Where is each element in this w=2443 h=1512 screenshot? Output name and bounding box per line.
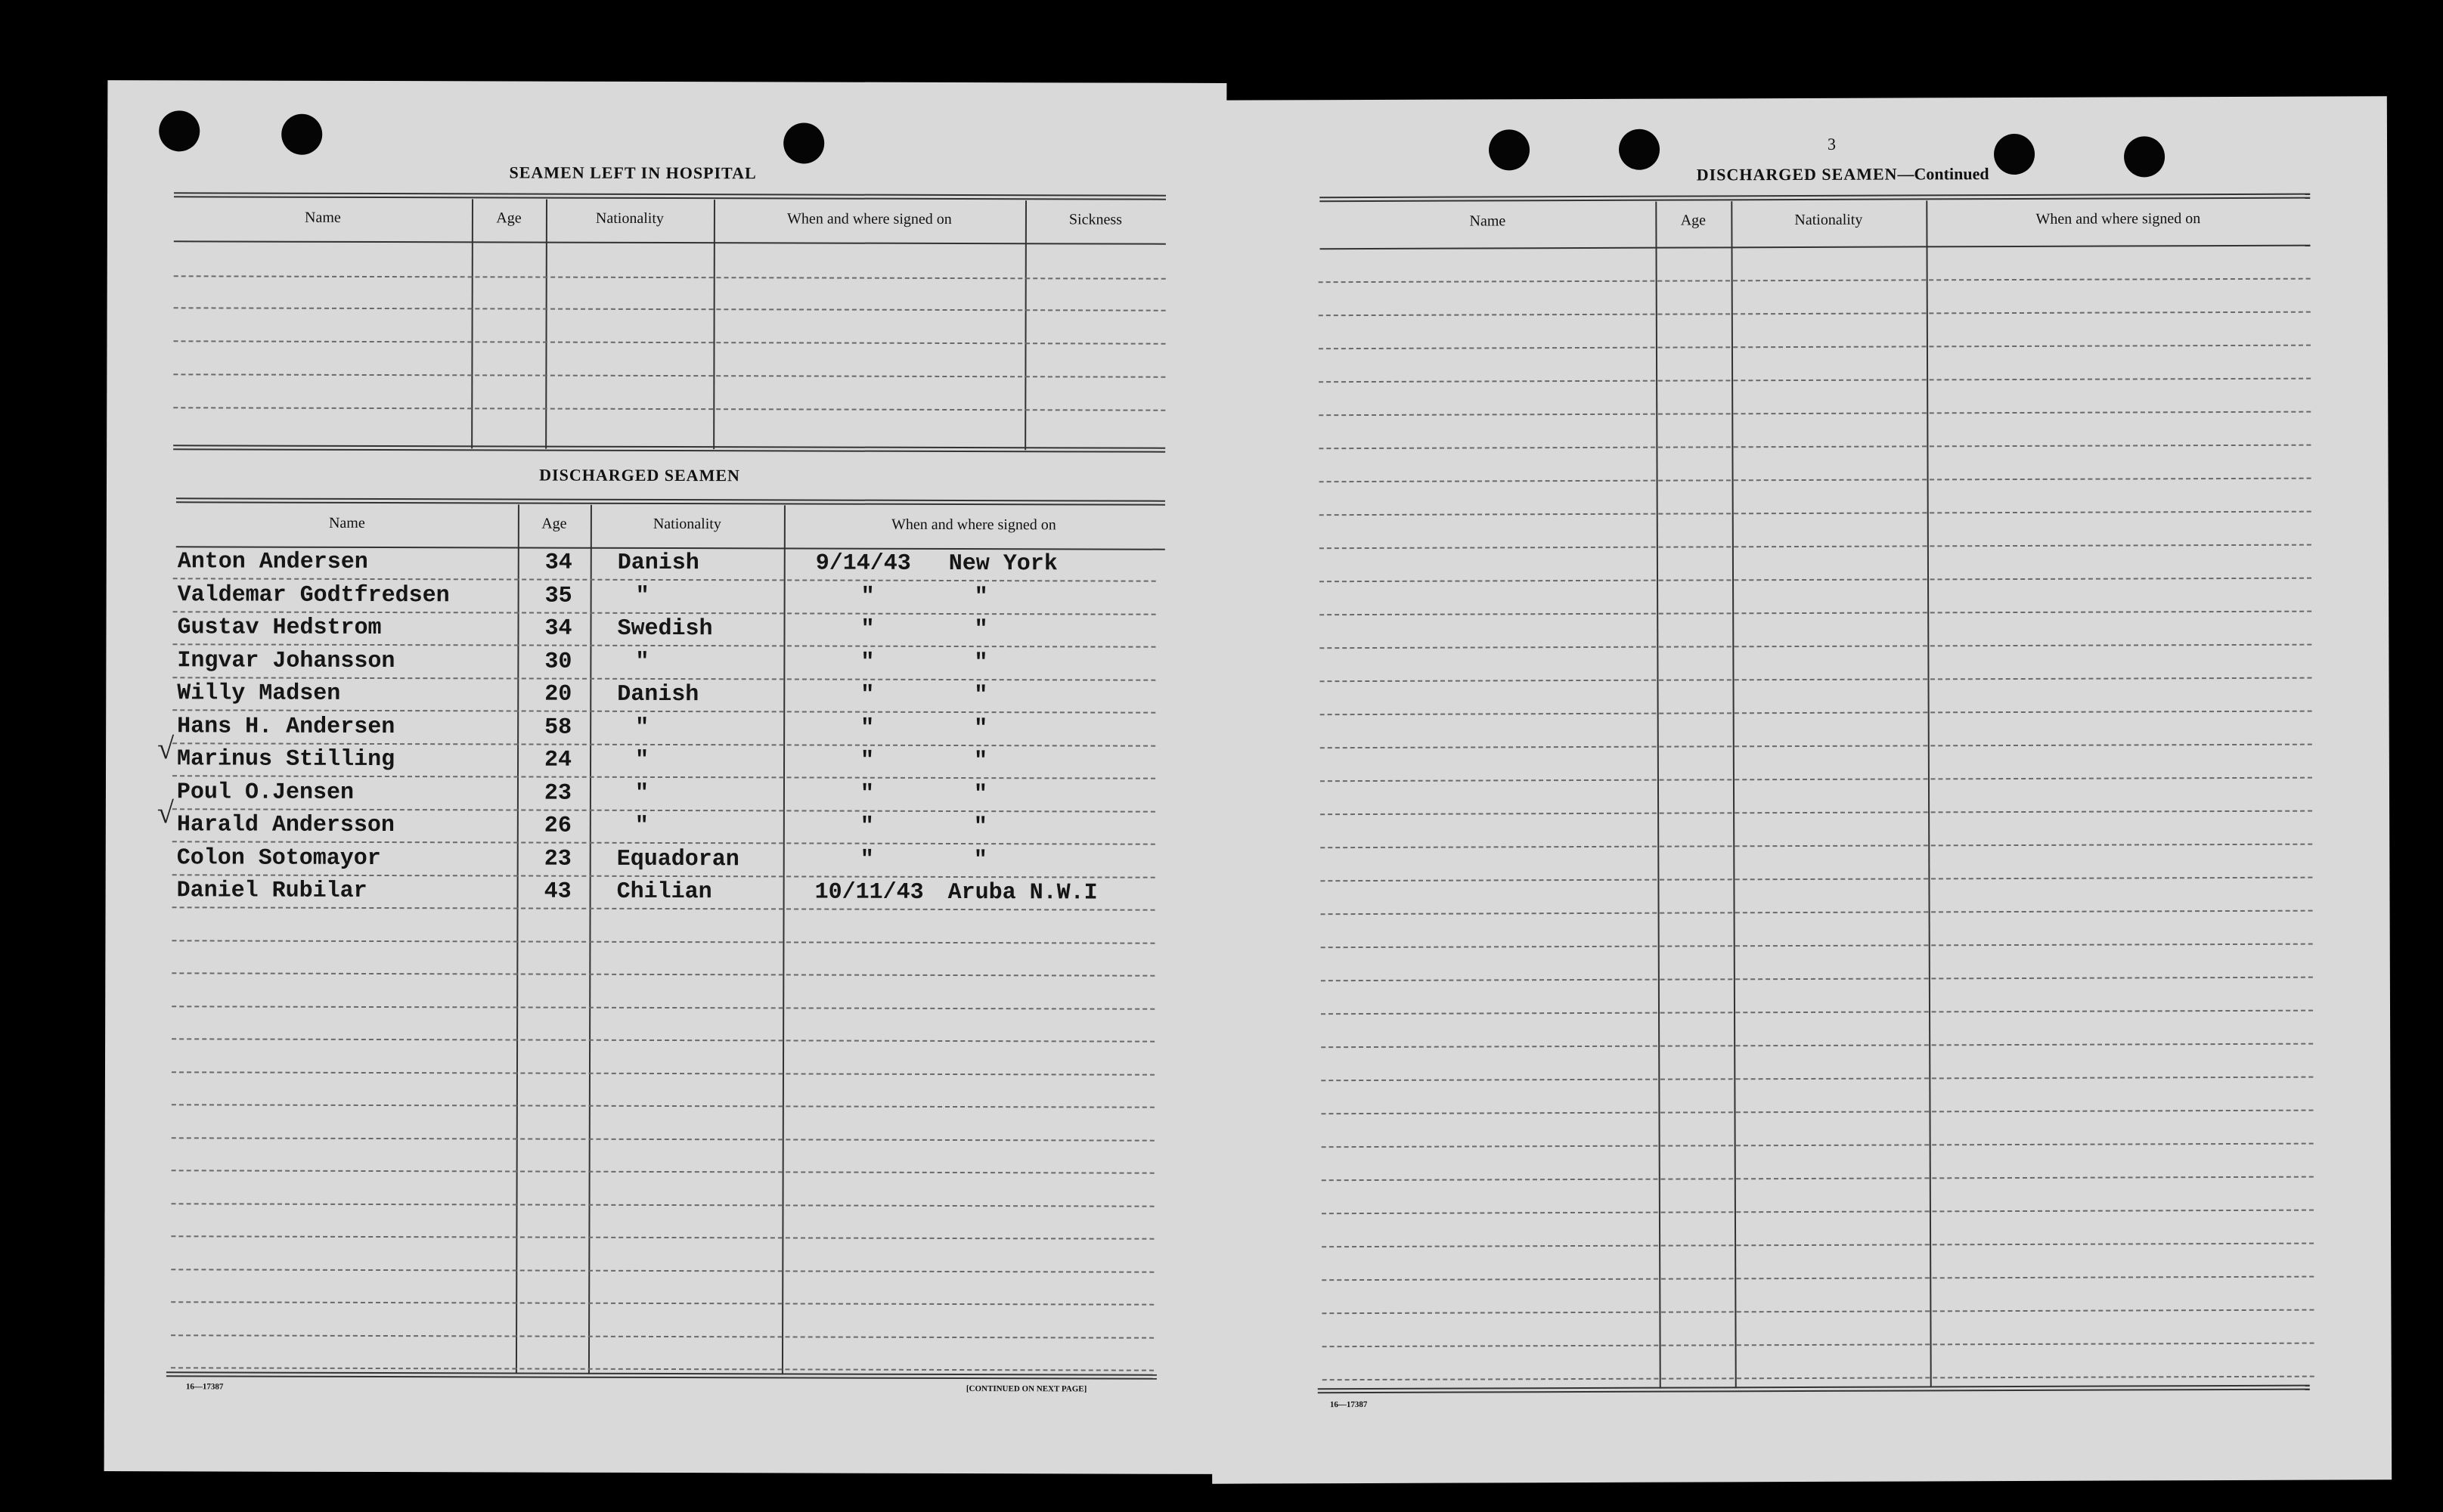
cell-place: " [973, 781, 988, 807]
cell-name: Ingvar Johansson [177, 647, 395, 674]
row-line [173, 611, 1156, 615]
row-line [172, 906, 1155, 910]
cell-date: 10/11/43 [814, 879, 924, 906]
hospital-header-name: Name [305, 209, 341, 226]
row-line [1321, 943, 2313, 949]
row-line [1319, 611, 2311, 616]
hospital-header-sickness: Sickness [1068, 211, 1122, 228]
cell-date: " [860, 649, 875, 676]
continued-note: [CONTINUED ON NEXT PAGE] [966, 1384, 1087, 1394]
cell-place: " [974, 584, 988, 610]
cell-nationality: " [635, 714, 650, 741]
row-line [173, 578, 1156, 581]
continued-section-title [1540, 163, 2145, 185]
row-line [1319, 345, 2311, 350]
row-line [171, 1269, 1154, 1272]
row-line [1319, 677, 2311, 683]
row-line [1322, 1276, 2314, 1281]
right-page [1208, 96, 2392, 1483]
cell-date: " [860, 616, 875, 643]
cell-date: " [860, 813, 874, 840]
cell-age: 26 [544, 813, 572, 839]
cell-nationality: " [635, 649, 650, 675]
discharged-section-title: DISCHARGED SEAMEN [539, 465, 740, 485]
discharged-header-signed-on: When and where signed on [891, 516, 1056, 534]
cell-name: Hans H. Andersen [177, 713, 395, 740]
cell-name: Valdemar Godtfredsen [177, 581, 450, 609]
cell-date: 9/14/43 [815, 550, 911, 577]
row-line [172, 775, 1155, 779]
cell-name: Colon Sotomayor [176, 844, 381, 872]
cell-age: 20 [544, 681, 572, 708]
hospital-top-rule [174, 192, 1166, 200]
discharged-header-name: Name [328, 514, 365, 531]
cell-date: " [860, 584, 875, 610]
continued-title-text: DISCHARGED SEAMEN [1696, 164, 1898, 184]
cell-age: 23 [544, 780, 572, 807]
cell-place: Aruba N.W.I [947, 879, 1098, 906]
row-line [1322, 1176, 2314, 1182]
cell-date: " [860, 715, 875, 742]
row-line [1319, 311, 2311, 317]
cell-age: 43 [544, 878, 572, 905]
cell-name: Harald Andersson [176, 812, 395, 839]
cell-name: Gustav Hedstrom [177, 615, 382, 642]
discharged-header-nationality: Nationality [653, 515, 721, 533]
cell-age: 30 [544, 649, 572, 675]
row-line [172, 1137, 1155, 1141]
cell-nationality: Chilian [616, 878, 712, 906]
row-line [172, 940, 1155, 943]
row-line [172, 677, 1155, 680]
row-line [1320, 744, 2312, 749]
cell-age: 35 [544, 583, 572, 609]
row-line [1319, 578, 2311, 583]
discharged-lines [107, 80, 1226, 83]
hospital-header-signed-on: When and where signed on [787, 210, 952, 228]
cell-place: " [974, 748, 988, 775]
row-line [1319, 511, 2311, 516]
row-line [1320, 711, 2312, 716]
row-line [1321, 1077, 2313, 1082]
cell-name: Poul O.Jensen [176, 779, 355, 806]
cell-age: 34 [544, 550, 572, 576]
cell-nationality: " [635, 747, 650, 773]
row-line [172, 1038, 1155, 1042]
left-page [104, 80, 1227, 1474]
row-line [1319, 278, 2311, 284]
row-line [1322, 1210, 2314, 1215]
row-line [172, 709, 1155, 713]
row-line [172, 874, 1155, 878]
row-line [171, 1301, 1154, 1305]
cell-nationality: Danish [617, 550, 699, 577]
cell-nationality: Equadoran [616, 846, 739, 872]
row-line [1321, 1010, 2313, 1015]
cell-date: " [860, 682, 875, 708]
hospital-header-age: Age [496, 209, 522, 227]
cell-date: " [860, 847, 874, 873]
row-line [171, 1235, 1154, 1239]
hospital-header-nationality: Nationality [595, 209, 664, 227]
row-line [172, 1104, 1155, 1108]
row-line [1320, 844, 2312, 849]
cell-place: New York [948, 550, 1058, 578]
cell-name: Daniel Rubilar [176, 878, 367, 904]
row-line [1319, 411, 2311, 417]
row-line [1319, 544, 2311, 550]
binder-hole [1489, 129, 1530, 170]
discharged-top-rule [176, 497, 1165, 505]
cell-nationality: Swedish [617, 615, 713, 643]
row-line [1321, 977, 2313, 982]
cell-age: 58 [544, 714, 572, 741]
row-line [1322, 1309, 2314, 1315]
row-line [1321, 910, 2313, 916]
cell-place: " [973, 814, 987, 841]
right-bottom-rule [1318, 1385, 2310, 1394]
cell-place: " [973, 847, 987, 873]
row-line [1320, 777, 2312, 782]
cell-age: 34 [544, 615, 572, 642]
binder-hole [281, 114, 322, 155]
right-header-age: Age [1680, 212, 1707, 229]
discharged-bottom-rule [166, 1371, 1157, 1379]
cell-place: " [974, 649, 988, 676]
cell-place: " [974, 683, 988, 709]
row-line [1320, 810, 2312, 816]
hospital-section-title: SEAMEN LEFT IN HOSPITAL [509, 163, 757, 183]
cell-date: " [860, 781, 875, 807]
page-number: 3 [1827, 134, 1837, 153]
right-top-rule [1319, 194, 2310, 203]
check-mark: √ [157, 731, 175, 766]
cell-name: Willy Madsen [177, 680, 341, 707]
row-line [1319, 445, 2311, 450]
row-line [1319, 378, 2311, 383]
row-line [172, 1170, 1155, 1173]
binder-hole [1619, 129, 1660, 170]
cell-place: " [974, 715, 988, 742]
row-line [1319, 478, 2311, 483]
row-line [172, 1203, 1155, 1207]
row-line [1321, 1110, 2313, 1115]
cell-name: Anton Andersen [177, 549, 368, 575]
row-line [172, 972, 1155, 976]
row-line [1322, 1143, 2314, 1148]
continued-title-suffix: —Continued [1897, 164, 1989, 184]
row-line [1322, 1376, 2314, 1381]
cell-nationality: Danish [617, 681, 699, 708]
row-line [172, 742, 1155, 746]
row-line [1322, 1243, 2314, 1248]
hospital-bottom-rule [173, 445, 1165, 452]
row-line [171, 1367, 1154, 1371]
cell-nationality: " [634, 780, 650, 807]
right-header-name: Name [1469, 212, 1506, 230]
right-header-signed-on: When and where signed on [2035, 210, 2201, 228]
right-form-number: 16—17387 [1329, 1400, 1368, 1410]
row-line [1319, 644, 2311, 649]
cell-age: 23 [544, 846, 572, 872]
row-line [172, 643, 1155, 647]
row-line [1320, 877, 2312, 882]
binder-hole [159, 110, 200, 151]
row-line [172, 808, 1155, 812]
cell-name: Marinus Stilling [177, 746, 395, 773]
check-mark: √ [157, 795, 174, 830]
row-line [172, 1071, 1155, 1075]
row-line [172, 1005, 1155, 1009]
right-lines [1208, 96, 2387, 100]
cell-nationality: " [635, 583, 650, 609]
cell-nationality: " [634, 813, 649, 839]
form-number: 16—17387 [185, 1382, 224, 1392]
row-line [1322, 1343, 2314, 1348]
cell-place: " [974, 617, 988, 643]
row-line [172, 841, 1155, 844]
cell-date: " [860, 748, 875, 774]
row-line [171, 1334, 1154, 1338]
cell-age: 24 [544, 747, 572, 773]
binder-hole [783, 122, 824, 163]
row-line [1321, 1043, 2313, 1049]
discharged-header-age: Age [541, 515, 567, 532]
right-header-nationality: Nationality [1794, 211, 1863, 229]
